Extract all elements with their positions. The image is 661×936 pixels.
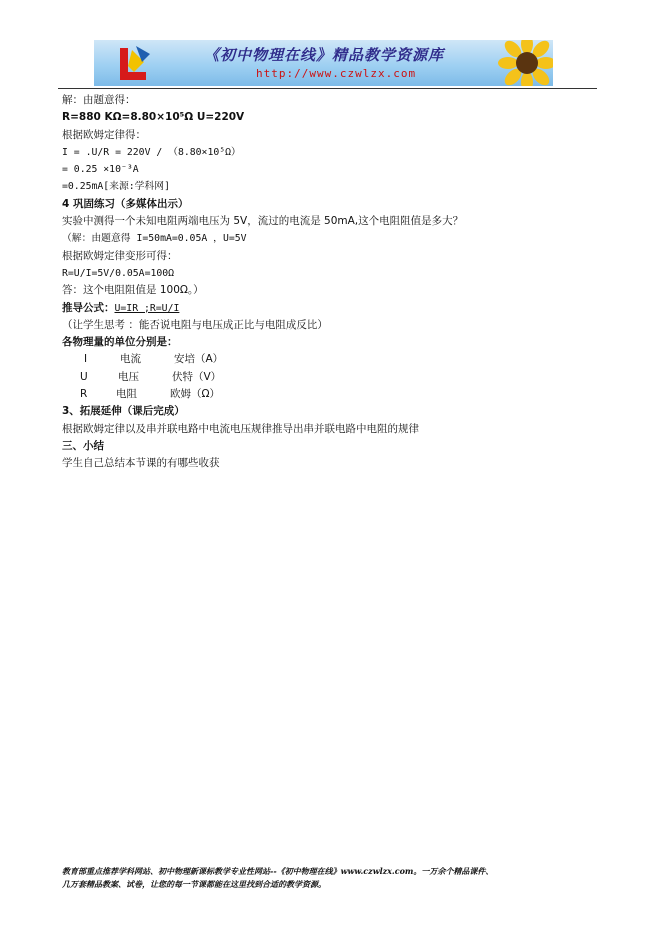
text-line: 学生自己总结本节课的有哪些收获 (62, 457, 220, 470)
text-line: 根据欧姆定律得： (62, 128, 146, 141)
derive-formula: U=IR ;R=U/I (114, 302, 180, 314)
unit-row (62, 386, 602, 403)
header-divider (58, 88, 597, 89)
formula-line: R=U/I=5V/0.05A=100Ω (62, 267, 175, 279)
footer-line: 几万套精品教案、试卷，让您的每一节课都能在这里找到合适的教学资源。 (62, 879, 326, 889)
text-line: 根据欧姆定律变形可得： (62, 249, 178, 262)
unit-value: 伏特（V） (172, 370, 222, 383)
text-line: （解：由题意得 I=50mA=0.05A ，U=5V (62, 233, 247, 245)
page-footer (62, 865, 602, 891)
units-title: 各物理量的单位分别是： (62, 336, 178, 349)
unit-name: 电阻 (116, 388, 137, 401)
unit-row (62, 351, 602, 368)
text-line: （让学生思考 ：能否说电阻与电压成正比与电阻成反比） (62, 318, 328, 331)
derive-label: 推导公式： (62, 301, 115, 314)
text-line: 实验中测得一个未知电阻两端电压为 5V，流过的电流是 50mA,这个电阻阻值是多大？ (62, 215, 464, 228)
unit-name: 电压 (118, 370, 139, 383)
text-line: 解：由题意得： (62, 94, 136, 106)
text-line: 答：这个电阻阻值是 100Ω。） (62, 284, 204, 297)
footer-line: 教育部重点推荐学科网站、初中物理新课标教学专业性网站--《初中物理在线》www.czwlzx.com。一万余个精品课件、 (62, 866, 494, 876)
formula-line: I = .U/R = 220V / （8.80×10⁵Ω） (62, 146, 241, 158)
text-line: 根据欧姆定律以及串并联电路中电流电压规律推导出串并联电路中电阻的规律 (62, 422, 419, 435)
header-banner (94, 40, 553, 86)
section-heading: 4 巩固练习（多媒体出示） (62, 197, 189, 210)
section-heading: 三、小结 (62, 439, 104, 452)
text-line: R=880 KΩ=8.80×10⁵Ω U=220V (62, 111, 245, 124)
document-body (62, 92, 602, 473)
site-logo-icon (112, 42, 156, 84)
banner-url[interactable]: http://www.czwlzx.com (256, 67, 417, 80)
unit-symbol: R (80, 388, 88, 401)
derive-line (62, 300, 602, 317)
unit-row (62, 369, 602, 386)
unit-symbol: I (84, 353, 88, 366)
banner-title: 《初中物理在线》精品教学资源库 (204, 46, 445, 64)
unit-name: 电流 (120, 353, 141, 366)
formula-line: =0.25mA[来源:学科网] (62, 181, 170, 193)
unit-value: 安培（A） (174, 353, 224, 366)
section-heading: 3、拓展延伸（课后完成） (62, 405, 185, 418)
formula-line: = 0.25 ×10⁻³A (62, 164, 139, 176)
unit-value: 欧姆（Ω） (170, 388, 221, 401)
sunflower-icon (498, 40, 553, 86)
unit-symbol: U (80, 370, 88, 383)
